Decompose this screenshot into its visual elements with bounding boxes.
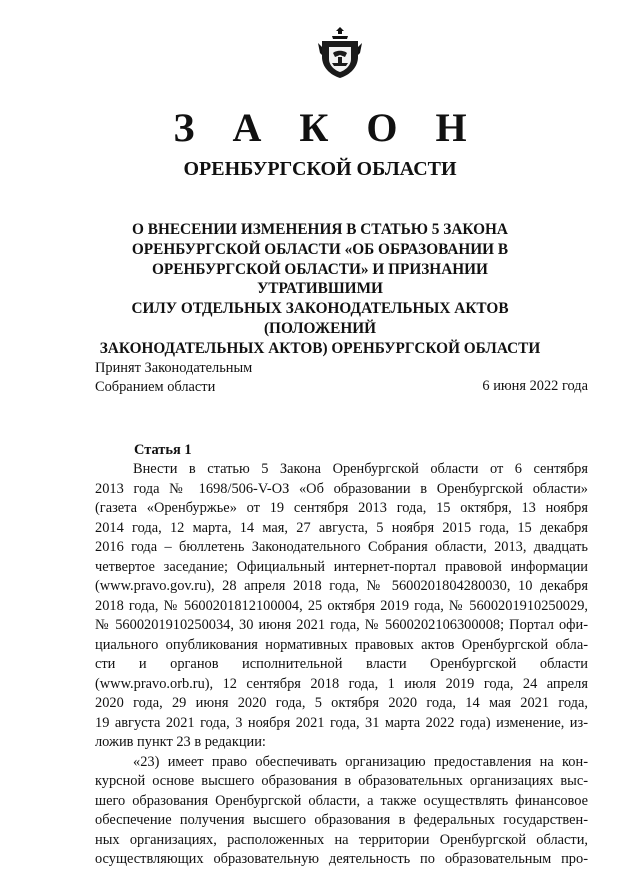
law-name-line: О ВНЕСЕНИИ ИЗМЕНЕНИЯ В СТАТЬЮ 5 ЗАКОНА	[132, 221, 508, 238]
law-name-line: ОРЕНБУРГСКОЙ ОБЛАСТИ» И ПРИЗНАНИИ УТРАТИВШИМИ	[152, 260, 488, 298]
region-name: ОРЕНБУРГСКОЙ ОБЛАСТИ	[183, 158, 457, 180]
text-line: Внести в статью 5 Закона Оренбургской области от 6 сентября	[133, 461, 588, 477]
adoption-line: Принят Законодательным	[95, 360, 253, 376]
law-name-line: ОРЕНБУРГСКОЙ ОБЛАСТИ «ОБ ОБРАЗОВАНИИ В	[131, 240, 509, 258]
text-line: (www.pravo.gov.ru), 28 апреля 2018 года, № 5600201804280030, 10 декабря	[95, 578, 588, 594]
text-line: 2016 года – бюллетень Законодательного Собрания области, 2013, двадцать	[95, 539, 588, 555]
law-name	[95, 220, 545, 359]
text-line: четвертое заседание; Официальный интернет-портал правовой информации	[95, 558, 588, 575]
adoption-date: 6 июня 2022 года	[482, 378, 588, 394]
text-line: циального опубликования нормативных правовых актов Оренбургской обла-	[95, 636, 588, 653]
text-line: 2014 года, 12 марта, 14 мая, 27 августа, 5 ноября 2015 года, 15 декабря	[95, 519, 588, 536]
text-line: ных организациях, расположенных на территории Оренбургской области,	[95, 831, 588, 848]
coat-of-arms-icon	[318, 27, 362, 79]
text-line: 2018 года, № 5600201812100004, 25 октября 2019 года, № 5600201910250029,	[95, 597, 588, 614]
text-line: ложив пункт 23 в редакции:	[95, 734, 266, 750]
text-line: 2013 года № 1698/506-V-ОЗ «Об образовании в Оренбургской области»	[95, 480, 588, 497]
text-line: обеспечение получения высшего образования в федеральных государствен-	[95, 812, 588, 828]
text-line: «23) имеет право обеспечивать организацию предоставления на кон-	[133, 753, 588, 770]
text-line: 2020 года, 29 июня 2020 года, 5 октября 2020 года, 14 мая 2021 года,	[95, 695, 588, 711]
text-line: 19 августа 2021 года, 3 ноября 2021 года, 31 марта 2022 года) изменение, из-	[95, 714, 588, 731]
law-name-line: СИЛУ ОТДЕЛЬНЫХ ЗАКОНОДАТЕЛЬНЫХ АКТОВ (ПОЛОЖЕНИЙ	[131, 300, 509, 337]
text-line: шего образования Оренбургской области, а также осуществлять финансовое	[95, 792, 588, 809]
text-line: № 5600201910250034, 30 июня 2021 года, № 5600202106300008; Портал офи-	[95, 617, 588, 633]
text-line: осуществляющих образовательную деятельность по образовательным про-	[95, 851, 588, 867]
article-heading: Статья 1	[134, 442, 192, 458]
text-line: курсной основе высшего образования в образовательных организациях выс-	[95, 773, 588, 789]
law-title: З А К О Н	[173, 105, 481, 150]
adoption-note	[95, 359, 252, 397]
text-line: (газета «Оренбуржье» от 19 сентября 2013 года, 15 октября, 13 ноября	[95, 500, 588, 516]
adoption-line: Собранием области	[95, 379, 216, 395]
text-line: (www.pravo.orb.ru), 12 сентября 2018 года, 1 июля 2019 года, 24 апреля	[95, 675, 588, 692]
law-name-line: ЗАКОНОДАТЕЛЬНЫХ АКТОВ) ОРЕНБУРГСКОЙ ОБЛАСТИ	[99, 339, 541, 357]
text-line: сти и органов исполнительной власти Оренбургской области	[95, 656, 588, 672]
article-body	[95, 460, 588, 870]
